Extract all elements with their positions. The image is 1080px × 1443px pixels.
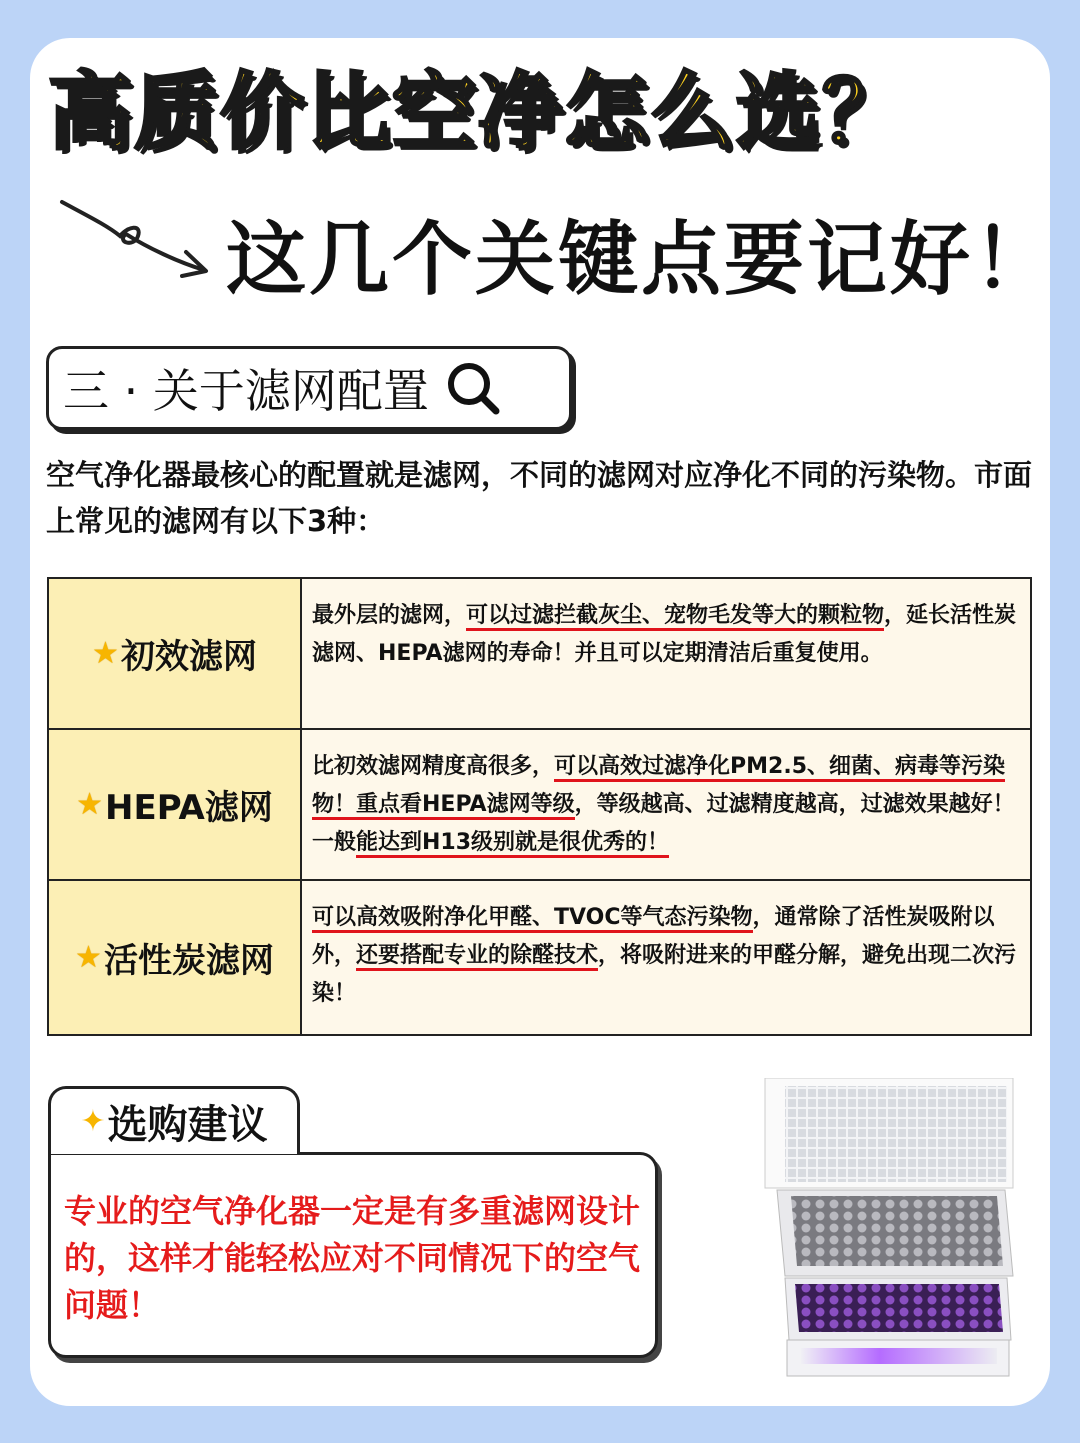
filter-desc [302, 881, 1030, 1034]
filter-row [49, 881, 1030, 1034]
highlighted-text: 可以过滤拦截灰尘、宠物毛发等大的颗粒物 [466, 603, 884, 631]
desc-text: 比初效滤网精度高很多， [312, 754, 555, 779]
highlighted-text: 还要搭配专业的除醛技术 [356, 943, 598, 971]
section-heading [46, 346, 572, 430]
filter-desc [302, 579, 1030, 728]
filter-row [49, 579, 1030, 730]
filter-name-cell [49, 730, 302, 879]
advice-text: 专业的空气净化器一定是有多重滤网设计的，这样才能轻松应对不同情况下的空气问题！ [64, 1192, 641, 1324]
filter-name-cell [49, 579, 302, 728]
advice-title-tab [48, 1086, 300, 1154]
filter-desc [302, 730, 1030, 879]
main-title: 高质价比空净怎么选？ [48, 63, 909, 161]
curly-arrow-icon [58, 196, 218, 286]
section-heading-label: 三 · 关于滤网配置 [63, 364, 429, 418]
desc-text: ，通常除了活性炭吸附以外， [312, 905, 995, 968]
desc-text: ，等级越高、过滤精度越高，过滤效果越好！一般 [312, 792, 1015, 855]
desc-text: ，将吸附进来的甲醛分解，避免出现二次污染！ [312, 943, 1017, 1006]
filter-name-cell [49, 881, 302, 1034]
star-icon: ★ [92, 636, 119, 671]
intro-paragraph: 空气净化器最核心的配置就是滤网，不同的滤网对应净化不同的污染物。市面上常见的滤网有以下3种： [46, 458, 1033, 538]
filter-product-image [757, 1078, 1017, 1378]
star-icon: ★ [76, 787, 104, 822]
advice-title: 选购建议 [107, 1102, 268, 1148]
filter-name: 活性炭滤网 [103, 941, 274, 981]
magnifier-icon [443, 358, 503, 418]
filter-row [49, 730, 1030, 881]
desc-text: ，延长活性炭滤网、HEPA滤网的寿命！并且可以定期清洁后重复使用。 [312, 603, 1017, 666]
sub-title: 这几个关键点要记好！ [226, 213, 1056, 306]
highlighted-text: 可以高效过滤净化PM2.5、细菌、病毒等污染物！重点看HEPA滤网等级 [312, 754, 1005, 820]
star-icon: ★ [75, 940, 102, 975]
highlighted-text: 能达到H13级别就是很优秀的！ [356, 830, 669, 858]
highlighted-text: 可以高效吸附净化甲醛、TVOC等气态污染物 [312, 905, 753, 933]
filter-name: HEPA滤网 [105, 788, 273, 828]
sparkle-icon: ✦ [80, 1104, 106, 1139]
desc-text: 最外层的滤网， [312, 603, 467, 628]
filter-table [47, 577, 1032, 1036]
filter-name: 初效滤网 [120, 637, 257, 677]
